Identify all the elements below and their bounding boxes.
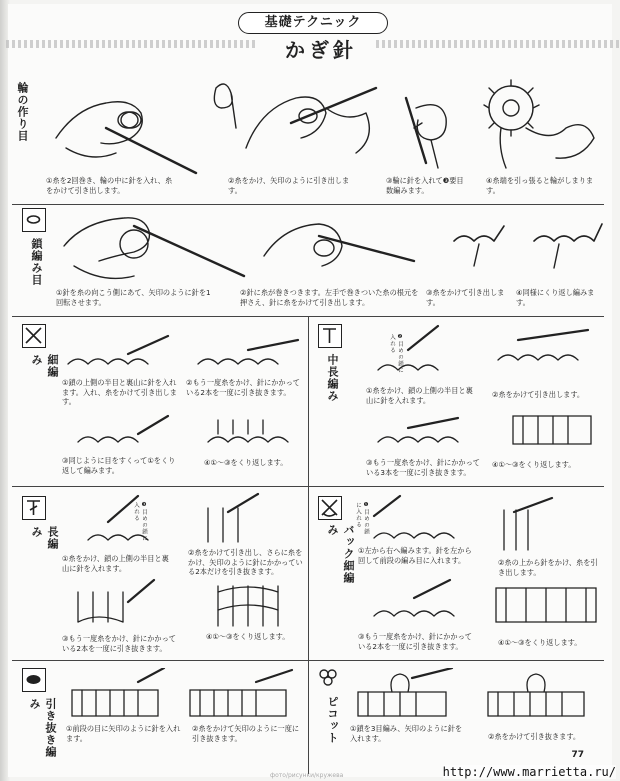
chain-illustrations xyxy=(54,206,604,286)
chain-step-2-caption: ②針に糸が巻きつきます。左手で巻きついた糸の根元を押さえ、針に糸をかけて引き出します。 xyxy=(240,288,419,307)
half-double-step-1-caption: ①糸をかけ、鎖の上側の半目と裏山に針を入れます。 xyxy=(366,386,473,405)
single-step-1-caption: ①鎖の上側の半目と裏山に針を入れます。入れ、糸をかけて引き出します。 xyxy=(62,378,177,407)
header-decoration-left xyxy=(6,40,256,48)
faint-footer-text: фото/рисунки/кружева xyxy=(270,772,344,779)
half-double-step-2-caption: ②糸をかけて引き出します。 xyxy=(492,390,585,399)
single-crochet-symbol-box xyxy=(22,324,46,348)
double-crochet-symbol-box xyxy=(22,496,46,520)
double-annotation: ❸目めの鎖に入れる xyxy=(133,502,147,542)
center-divider xyxy=(308,316,309,660)
reverse-step-1-caption: ①左から右へ編みます。針を左から回して前段の編み目に入れます。 xyxy=(358,546,472,565)
section-label-half-double: 中長編み xyxy=(326,354,339,402)
chain-step-4-caption: ④同様にくり返し編みます。 xyxy=(516,288,595,307)
ring-step-2-caption: ②糸をかけ、矢印のように引き出します。 xyxy=(228,176,350,195)
watermark-url: http://www.marrietta.ru/ xyxy=(442,765,616,779)
ring-step-4-caption: ④糸端を引っ張ると輪がしまります。 xyxy=(486,176,594,195)
section-label-ring: 輪の作り目 xyxy=(16,82,29,142)
section-label-picot: ピコット xyxy=(326,696,339,744)
single-step-3-caption: ③同じように目をすくって①をくり返して編みます。 xyxy=(62,456,176,475)
chain-step-3-caption: ③糸をかけて引き出します。 xyxy=(426,288,505,307)
book-page xyxy=(8,4,612,777)
reverse-step-4-caption: ④①〜③をくり返します。 xyxy=(498,638,582,647)
page-title: かぎ針 xyxy=(285,38,357,62)
half-double-symbol-box xyxy=(318,324,342,348)
ring-step-3-caption: ③輪に針を入れて❸要目数編みます。 xyxy=(386,176,464,195)
section-label-reverse-single: バック細編み xyxy=(326,524,355,584)
slip-stitch-symbol-box xyxy=(22,668,46,692)
double-step-2-caption: ②糸をかけて引き出し、さらに糸をかけ、矢印のように針にかかっている2本だけを引き抜きます。 xyxy=(188,548,303,577)
section-pill-title: 基礎テクニック xyxy=(238,12,388,34)
section-label-chain: 鎖編み目 xyxy=(30,238,43,286)
chain-step-1-caption: ①針を糸の向こう側にあて、矢印のように針を1回転させます。 xyxy=(56,288,211,307)
picot-step-1-caption: ①鎖を3目編み、矢印のように針を入れます。 xyxy=(350,724,463,743)
section-label-single-crochet: 細編み xyxy=(30,354,59,378)
reverse-step-3-caption: ③もう一度糸をかけ、針にかかっている2本を一度に引き抜きます。 xyxy=(358,632,472,651)
center-divider-bottom xyxy=(308,660,309,774)
header-decoration-right xyxy=(376,40,620,48)
reverse-single-symbol-box xyxy=(318,496,342,520)
double-step-3-caption: ③もう一度糸をかけ、針にかかっている2本を一度に引き抜きます。 xyxy=(62,634,176,653)
single-step-2-caption: ②もう一度糸をかけ、針にかかっている2本を一度に引き抜きます。 xyxy=(186,378,300,397)
divider-3 xyxy=(12,486,604,487)
reverse-step-2-caption: ②糸の上から針をかけ、糸を引き出します。 xyxy=(498,558,598,577)
half-double-step-3-caption: ③もう一度糸をかけ、針にかかっている3本を一度に引き抜きます。 xyxy=(366,458,480,477)
chain-symbol-box xyxy=(22,208,46,232)
reverse-annotation: ❶目めの鎖に入れる xyxy=(355,502,369,535)
ring-illustrations xyxy=(46,68,606,176)
half-double-annotation: ❷目めの鎖に入れる xyxy=(389,334,403,374)
ring-step-1-caption: ①糸を2回巻き、輪の中に針を入れ、糸をかけて引き出します。 xyxy=(46,176,173,195)
slip-stitch-illustrations xyxy=(68,668,308,722)
slip-step-1-caption: ①前段の目に矢印のように針を入れます。 xyxy=(66,724,181,743)
picot-symbol xyxy=(316,666,340,690)
double-step-4-caption: ④①〜③をくり返します。 xyxy=(206,632,290,641)
section-label-double-crochet: 長編み xyxy=(30,526,59,550)
section-label-slip-stitch: 引き抜き編み xyxy=(28,698,57,758)
divider-1 xyxy=(12,204,604,205)
page-number: 77 xyxy=(571,750,584,760)
picot-illustrations xyxy=(352,668,602,722)
slip-step-2-caption: ②糸をかけて矢印のように一度に引き抜きます。 xyxy=(192,724,300,743)
half-double-step-4-caption: ④①〜③をくり返します。 xyxy=(492,460,576,469)
picot-step-2-caption: ②糸をかけて引き抜きます。 xyxy=(488,732,581,741)
single-step-4-caption: ④①〜③をくり返します。 xyxy=(204,458,288,467)
double-step-1-caption: ①糸をかけ、鎖の上側の半目と裏山に針を入れます。 xyxy=(62,554,169,573)
